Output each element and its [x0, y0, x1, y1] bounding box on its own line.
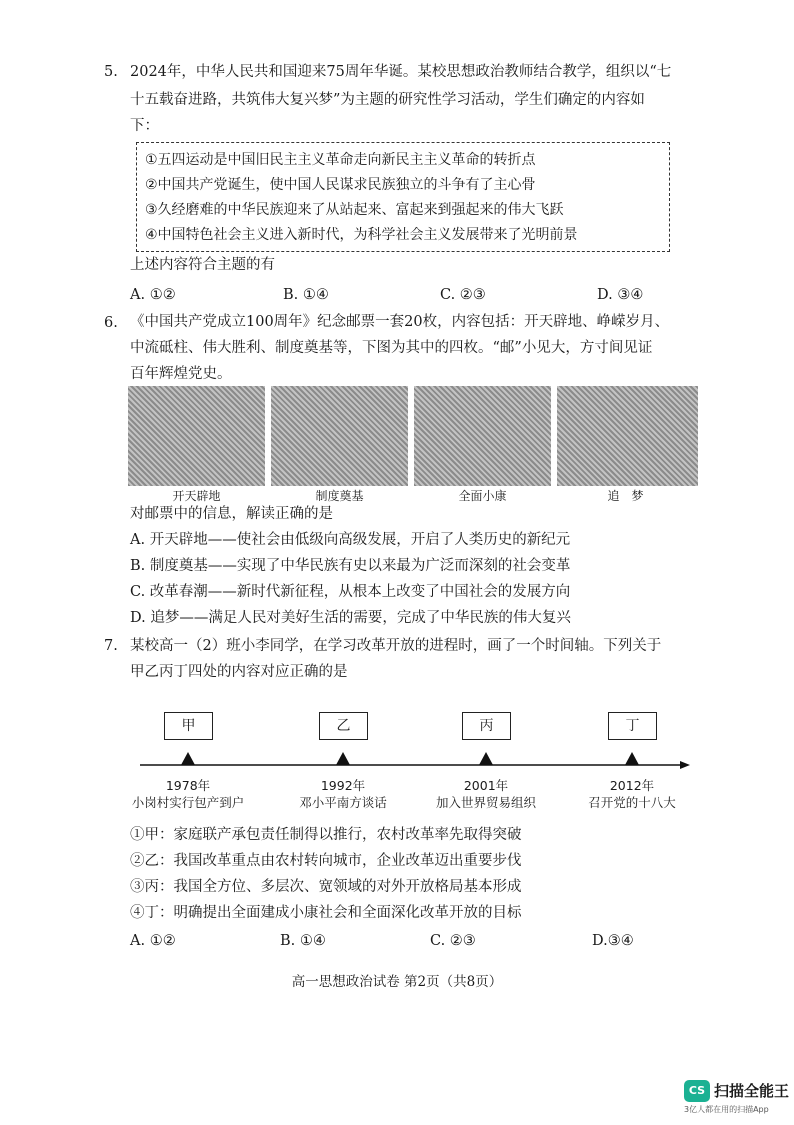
camscanner-logo-icon: CS [684, 1080, 710, 1102]
stamp-caption-1: 开天辟地 [172, 489, 221, 503]
stamp-caption-3: 全面小康 [458, 489, 507, 503]
q6-option-c[interactable]: C. 改革春潮——新时代新征程，从根本上改变了中国社会的发展方向 [130, 584, 571, 600]
q5-item-1: ①五四运动是中国旧民主主义革命走向新民主主义革命的转折点 [145, 152, 536, 168]
timeline-year-1: 1978年 [165, 778, 211, 793]
timeline-year-4: 2012年 [609, 778, 655, 793]
timeline-axis [140, 756, 692, 770]
q5-item-2: ②中国共产党诞生，使中国人民谋求民族独立的斗争有了主心骨 [145, 177, 536, 193]
q7-line1: 某校高一（2）班小李同学，在学习改革开放的进程时，画了一个时间轴。下列关于 [130, 638, 662, 654]
q5-option-c[interactable]: C. ②③ [440, 287, 486, 303]
q5-option-b[interactable]: B. ①④ [283, 287, 329, 303]
q6-line2: 中流砥柱、伟大胜利、制度奠基等，下图为其中的四枚。“邮”小见大，方寸间见证 [130, 340, 653, 356]
stamp-caption-4: 追 梦 [607, 489, 644, 503]
q5-item-3: ③久经磨难的中华民族迎来了从站起来、富起来到强起来的伟大飞跃 [145, 202, 564, 218]
q5-dashed-box [136, 142, 670, 252]
timeline-event-4: 召开党的十八大 [588, 795, 676, 810]
stamp-image-1 [128, 386, 265, 486]
q5-prompt: 上述内容符合主题的有 [130, 257, 275, 273]
timeline-box-yi: 乙 [319, 712, 368, 740]
timeline-marker-2012 [625, 752, 639, 765]
q7-option-d[interactable]: D.③④ [592, 933, 634, 949]
page-footer: 高一思想政治试卷 第2页（共8页） [291, 974, 503, 990]
timeline-event-1: 小岗村实行包产到户 [131, 795, 245, 810]
stamp-image-4 [557, 386, 698, 486]
q6-line3: 百年辉煌党史。 [130, 366, 232, 382]
q7-option-b[interactable]: B. ①④ [280, 933, 326, 949]
q6-option-a[interactable]: A. 开天辟地——使社会由低级向高级发展，开启了人类历史的新纪元 [130, 532, 571, 548]
watermark-subtitle: 3亿人都在用的扫描App [684, 1105, 769, 1114]
timeline-marker-1978 [181, 752, 195, 765]
q5-line1: 2024年，中华人民共和国迎来75周年华诞。某校思想政治教师结合教学，组织以“七 [130, 64, 672, 80]
q6-option-b[interactable]: B. 制度奠基——实现了中华民族有史以来最为广泛而深刻的社会变革 [130, 558, 571, 574]
timeline-event-3: 加入世界贸易组织 [435, 795, 536, 810]
q6-number: 6. [104, 315, 118, 331]
q6-prompt: 对邮票中的信息，解读正确的是 [130, 506, 333, 522]
q5-line2: 十五载奋进路，共筑伟大复兴梦”为主题的研究性学习活动，学生们确定的内容如 [130, 92, 645, 108]
timeline-box-jia: 甲 [164, 712, 213, 740]
stamp-image-2 [271, 386, 408, 486]
q5-option-a[interactable]: A. ①② [130, 287, 176, 303]
q6-option-d[interactable]: D. 追梦——满足人民对美好生活的需要，完成了中华民族的伟大复兴 [130, 610, 571, 626]
timeline-year-2: 1992年 [320, 778, 366, 793]
q5-option-d[interactable]: D. ③④ [597, 287, 644, 303]
q7-item-1: ①甲：家庭联产承包责任制得以推行，农村改革率先取得突破 [130, 827, 522, 843]
timeline-year-3: 2001年 [463, 778, 509, 793]
q5-item-4: ④中国特色社会主义进入新时代，为科学社会主义发展带来了光明前景 [145, 227, 578, 243]
timeline-box-ding: 丁 [608, 712, 657, 740]
q6-line1: 《中国共产党成立100周年》纪念邮票一套20枚，内容包括：开天辟地、峥嵘岁月、 [130, 314, 670, 330]
timeline-marker-1992 [336, 752, 350, 765]
q7-item-2: ②乙：我国改革重点由农村转向城市，企业改革迈出重要步伐 [130, 853, 522, 869]
q5-line3: 下： [130, 118, 159, 134]
q7-item-3: ③丙：我国全方位、多层次、宽领域的对外开放格局基本形成 [130, 879, 522, 895]
q7-option-a[interactable]: A. ①② [130, 933, 176, 949]
timeline-marker-2001 [479, 752, 493, 765]
stamp-caption-2: 制度奠基 [315, 489, 364, 503]
q5-number: 5. [104, 64, 118, 80]
timeline-box-bing: 丙 [462, 712, 511, 740]
q7-line2: 甲乙丙丁四处的内容对应正确的是 [130, 664, 348, 680]
watermark-title: 扫描全能王 [714, 1082, 790, 1100]
q7-item-4: ④丁：明确提出全面建成小康社会和全面深化改革开放的目标 [130, 905, 522, 921]
timeline-event-2: 邓小平南方谈话 [299, 795, 387, 810]
stamp-image-3 [414, 386, 551, 486]
q7-number: 7. [104, 638, 118, 654]
q7-option-c[interactable]: C. ②③ [430, 933, 476, 949]
